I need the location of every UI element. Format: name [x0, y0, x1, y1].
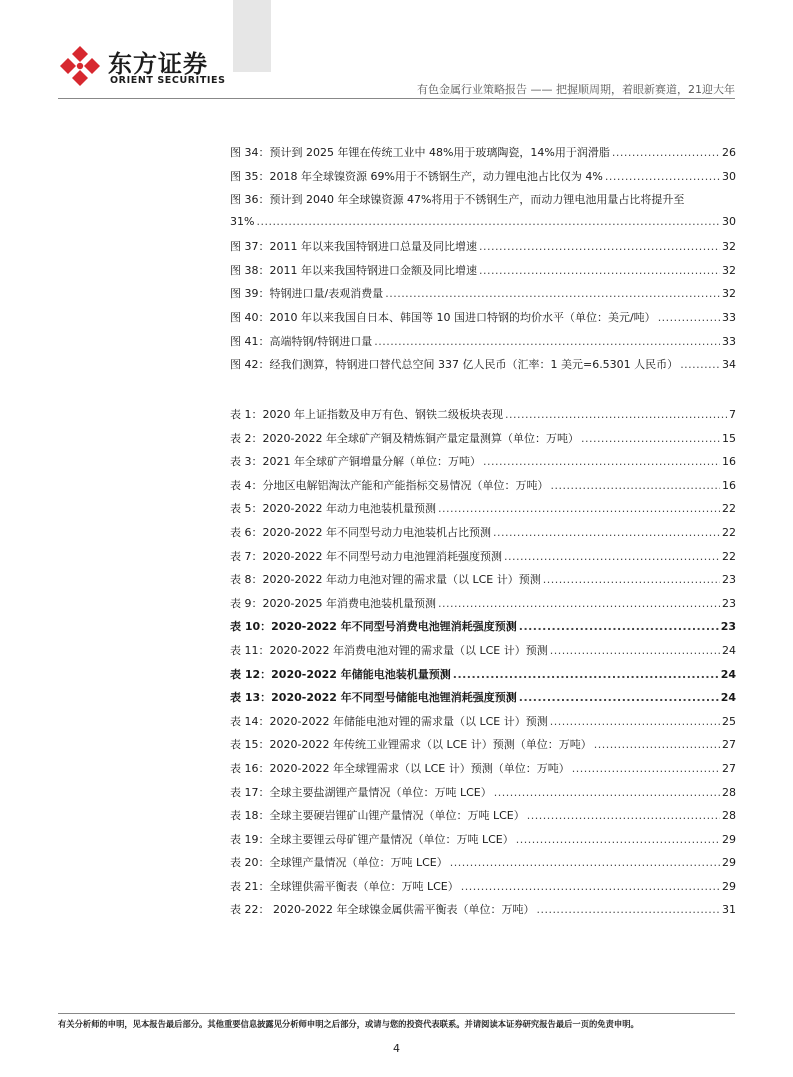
toc-table-label: 表 13：2020-2022 年不同型号储能电池锂消耗强度预测: [230, 691, 517, 705]
toc-leader-dots: [493, 526, 720, 539]
toc-leader-dots: [516, 833, 720, 846]
toc-leader-dots: [453, 668, 719, 681]
toc-table-label: 表 21：全球锂供需平衡表（单位：万吨 LCE）: [230, 879, 459, 893]
page-number: 4: [393, 1042, 400, 1055]
toc-table-label: 表 22： 2020-2022 年全球镍金属供需平衡表（单位：万吨）: [230, 903, 535, 917]
toc-table-page: 15: [722, 431, 736, 445]
toc-table-label: 表 19：全球主要锂云母矿锂产量情况（单位：万吨 LCE）: [230, 832, 514, 846]
toc-table-page: 22: [722, 525, 736, 539]
toc-table-page: 22: [722, 502, 736, 516]
toc-table-page: 16: [722, 478, 736, 492]
toc-figure-41[interactable]: 图 41：高端特钢/特钢进口量 ..... 33: [230, 333, 736, 357]
toc-table-label: 表 14：2020-2022 年储能电池对锂的需求量（以 LCE 计）预测: [230, 714, 548, 728]
toc-table-label: 表 2：2020-2022 年全球矿产铜及精炼铜产量定量测算（单位：万吨）: [230, 431, 579, 445]
brand-name-cn: 东方证券: [108, 50, 208, 78]
toc-table-20[interactable]: [230, 854, 736, 878]
toc-table-page: 24: [722, 643, 736, 657]
orient-securities-logo-icon: [58, 44, 102, 88]
toc-table-page: 29: [722, 856, 736, 870]
toc-table-label: 表 3：2021 年全球矿产铜增量分解（单位：万吨）: [230, 455, 481, 469]
toc-leader-dots: [550, 715, 720, 728]
toc-table-page: 25: [722, 714, 736, 728]
figure-list: [230, 144, 736, 380]
toc-table-page: 27: [722, 738, 736, 752]
toc-table-11[interactable]: [230, 642, 736, 666]
toc-table-label: 表 5：2020-2022 年动力电池装机量预测: [230, 502, 436, 516]
table-list: [230, 406, 736, 925]
toc-table-6[interactable]: [230, 524, 736, 548]
toc-table-10[interactable]: [230, 618, 736, 642]
toc-leader-dots: [504, 550, 720, 563]
toc-leader-dots: [550, 644, 720, 657]
toc-table-label: 表 7：2020-2022 年不同型号动力电池锂消耗强度预测: [230, 549, 502, 563]
toc-table-label: 表 6：2020-2022 年不同型号动力电池装机占比预测: [230, 525, 491, 539]
toc-figure-34[interactable]: 图 34：预计到 2025 年锂在传统工业中 48%用于玻璃陶瓷，14%用于润滑脂 ..... 26: [230, 144, 736, 168]
toc-table-page: 28: [722, 785, 736, 799]
toc-table-15[interactable]: [230, 736, 736, 760]
toc-table-label: 表 20：全球锂产量情况（单位：万吨 LCE）: [230, 856, 448, 870]
toc-table-22[interactable]: [230, 901, 736, 925]
header-divider: [58, 98, 735, 99]
toc-table-label: 表 16：2020-2022 年全球锂需求（以 LCE 计）预测（单位：万吨）: [230, 761, 570, 775]
toc-table-page: 27: [722, 761, 736, 775]
toc-table-page: 24: [720, 691, 736, 705]
toc-leader-dots: [594, 738, 720, 751]
toc-table-page: 31: [722, 903, 736, 917]
toc-table-page: 16: [722, 455, 736, 469]
toc-table-page: 29: [722, 879, 736, 893]
toc-table-label: 表 4：分地区电解铝淘汰产能和产能指标交易情况（单位：万吨）: [230, 478, 549, 492]
footer-divider: [58, 1013, 735, 1014]
toc-leader-dots: [551, 479, 721, 492]
toc-leader-dots: [505, 408, 727, 421]
toc-table-page: 28: [722, 809, 736, 823]
toc-table-page: 24: [720, 667, 736, 681]
toc-leader-dots: [438, 597, 720, 610]
toc-table-18[interactable]: [230, 807, 736, 831]
toc-table-3[interactable]: [230, 453, 736, 477]
toc-leader-dots: [483, 455, 720, 468]
toc-leader-dots: [438, 502, 720, 515]
toc-table-2[interactable]: [230, 430, 736, 454]
toc-figure-42[interactable]: 图 42：经我们测算，特钢进口替代总空间 337 亿人民币（汇率：1 美元=6.5301 人民币） ..... 34: [230, 356, 736, 380]
toc-figure-40[interactable]: 图 40：2010 年以来我国自日本、韩国等 10 国进口特钢的均价水平（单位：美元/吨） ..... 33: [230, 309, 736, 333]
header-gray-tab: [233, 0, 271, 72]
toc-table-page: 23: [722, 573, 736, 587]
toc-table-14[interactable]: [230, 713, 736, 737]
toc-table-page: 23: [720, 620, 736, 634]
footer-disclaimer: 有关分析师的申明，见本报告最后部分。其他重要信息披露见分析师申明之后部分，或请与您的投资代表联系。并请阅读本证券研究报告最后一页的免责申明。: [58, 1019, 639, 1029]
toc-table-label: 表 1：2020 年上证指数及申万有色、钢铁二级板块表现: [230, 408, 503, 421]
toc-table-12[interactable]: [230, 666, 736, 690]
toc-table-8[interactable]: [230, 571, 736, 595]
toc-table-label: 表 12：2020-2022 年储能电池装机量预测: [230, 667, 451, 681]
brand-name-en: ORIENT SECURITIES: [110, 75, 226, 86]
toc-table-page: 23: [722, 596, 736, 610]
toc-table-4[interactable]: [230, 477, 736, 501]
toc-table-19[interactable]: [230, 831, 736, 855]
toc-table-label: 表 11：2020-2022 年消费电池对锂的需求量（以 LCE 计）预测: [230, 643, 548, 657]
toc-table-17[interactable]: [230, 784, 736, 808]
toc-leader-dots: [450, 856, 720, 869]
toc-table-label: 表 9：2020-2025 年消费电池装机量预测: [230, 596, 436, 610]
toc-leader-dots: [527, 809, 720, 822]
toc-leader-dots: [581, 432, 720, 445]
toc-table-9[interactable]: [230, 595, 736, 619]
toc-table-5[interactable]: [230, 500, 736, 524]
toc-leader-dots: [543, 573, 720, 586]
toc-table-label: 表 17：全球主要盐湖锂产量情况（单位：万吨 LCE）: [230, 785, 492, 799]
toc-figure-35[interactable]: 图 35：2018 年全球镍资源 69%用于不锈钢生产，动力锂电池占比仅为 4% ..... 30: [230, 168, 736, 192]
toc-figure-36[interactable]: 图 36：预计到 2040 年全球镍资源 47%将用于不锈钢生产，而动力锂电池用量占比将提升至 31% ..... 30: [230, 191, 736, 238]
toc-leader-dots: [494, 786, 720, 799]
report-title: 有色金属行业策略报告 —— 把握顺周期，着眼新赛道，21迎大年: [417, 83, 735, 96]
toc-leader-dots: [536, 903, 720, 916]
toc-table-label: 表 18：全球主要硬岩锂矿山锂产量情况（单位：万吨 LCE）: [230, 809, 525, 823]
toc-figure-39[interactable]: 图 39：特钢进口量/表观消费量 ..... 32: [230, 285, 736, 309]
toc-table-page: 22: [722, 549, 736, 563]
toc-table-label: 表 15：2020-2022 年传统工业锂需求（以 LCE 计）预测（单位：万吨）: [230, 738, 592, 752]
toc-table-page: 29: [722, 832, 736, 846]
toc-table-1[interactable]: [230, 406, 736, 430]
toc-leader-dots: [461, 880, 720, 893]
toc-table-21[interactable]: [230, 878, 736, 902]
toc-table-16[interactable]: [230, 760, 736, 784]
toc-leader-dots: [572, 762, 720, 775]
toc-table-page: 7: [729, 408, 736, 421]
toc-table-13[interactable]: [230, 689, 736, 713]
toc-leader-dots: [519, 691, 719, 704]
toc-leader-dots: [519, 620, 719, 633]
toc-table-label: 表 10：2020-2022 年不同型号消费电池锂消耗强度预测: [230, 620, 517, 634]
toc-figure-37[interactable]: 图 37：2011 年以来我国特钢进口总量及同比增速 ..... 32: [230, 238, 736, 262]
toc-table-label: 表 8：2020-2022 年动力电池对锂的需求量（以 LCE 计）预测: [230, 573, 541, 587]
toc-figure-38[interactable]: 图 38：2011 年以来我国特钢进口金额及同比增速 ..... 32: [230, 262, 736, 286]
toc-table-7[interactable]: [230, 548, 736, 572]
